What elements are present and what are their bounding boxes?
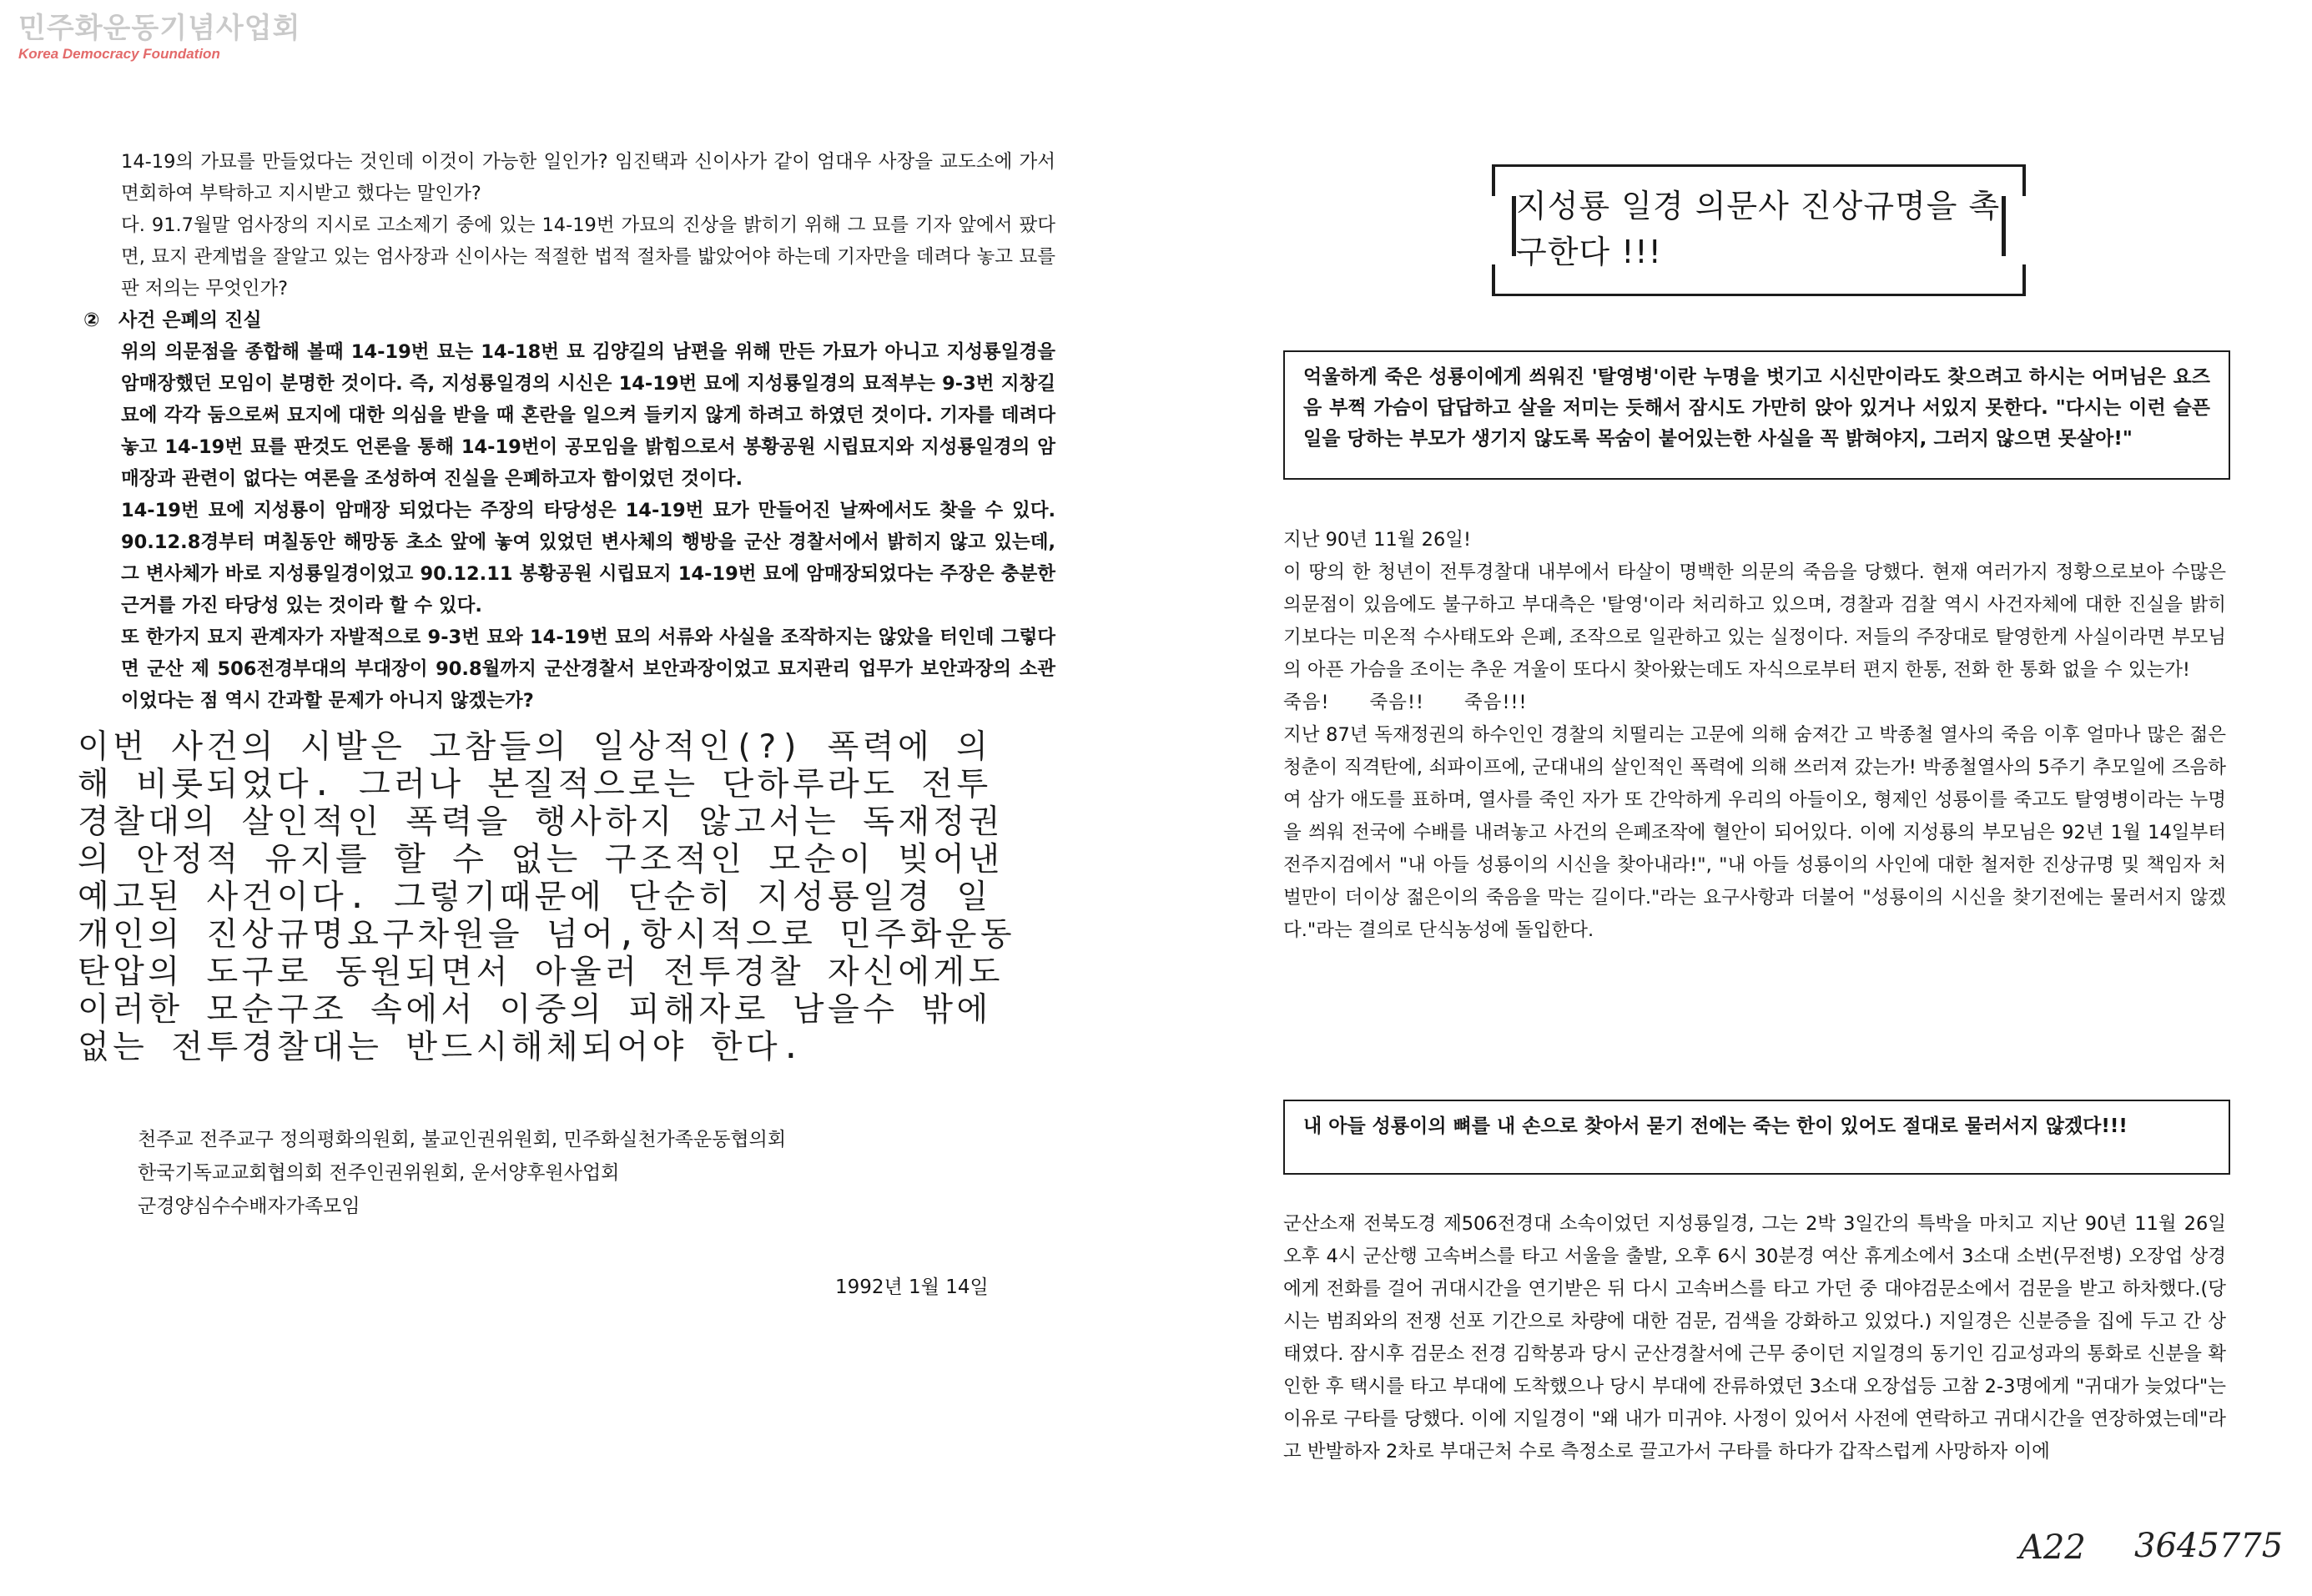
section-title: 사건 은폐의 진실 — [118, 310, 262, 331]
title-frame-right-bottom — [2022, 264, 2026, 296]
mother-quote-box: 억울하게 죽은 성룡이에게 씌워진 '탈영병'이란 누명을 벗기고 시신만이라도 찾으려고 하시는 어머님은 요즈음 부쩍 가슴이 답답하고 살을 저미는 듯해서 잠시도 가만히 앉아 있거나 서있지 못한다. "다시는 이런 슬픈 일을 당하는 부모가 생기지 않도록 목숨이 붙어있는한 사실을 꼭 밝혀야지, 그러지 않으면 못살아!" — [1283, 350, 2230, 480]
right-paragraph-3: 군산소재 전북도경 제506전경대 소속이었던 지성룡일경, 그는 2박 3일간의 특박을 마치고 지난 90년 11월 26일 오후 4시 군산행 고속버스를 타고 서울을 출발, 오후 6시 30분경 여산 휴게소에서 3소대 소번(무전병) 오장업 상경에게 전화를 걸어 귀대시간을 연기받은 뒤 다시 고속버스를 타고 가던 중 대야검문소에서 검문을 받고 하차했다.(당시는 범죄와의 전쟁 선포 기간으로 차량에 대한 검문, 검색을 강화하고 있었다.) 지일경은 신분증을 집에 두고 간 상태였다. 잠시후 검문소 전경 김학봉과 당시 군산경찰서에 근무 중이던 지일경의 동기인 김교성과의 통화로 신분을 확인한 후 택시를 타고 부대에 도착했으나 당시 부대에 잔류하였던 3소대 오장섭등 고참 2-3명에게 "귀대가 늦었다"는 이유로 구타를 당했다. 이에 지일경이 "왜 내가 미귀야. 사정이 있어서 사전에 연락하고 귀대시간을 연장하였는데"라고 반발하자 2차로 부대근처 수로 측정소로 끌고가서 구타를 하다가 갑작스럽게 사망하자 이에 — [1283, 1213, 2226, 1463]
handwritten-code: A22 — [2019, 1528, 2086, 1567]
right-body-1 — [1283, 524, 2226, 947]
organizations — [138, 1123, 1055, 1223]
handwritten-number: 3645775 — [2134, 1527, 2284, 1565]
title-frame-left-bottom — [1492, 264, 1495, 296]
shout-3: 죽음!!! — [1464, 692, 1528, 713]
shout-1: 죽음! — [1283, 692, 1330, 713]
section-cover-up — [83, 305, 1055, 717]
page-title: 지성룡 일경 의문사 진상규명을 촉구한다 !!! — [1512, 196, 2006, 256]
title-frame-bottom — [1492, 294, 2026, 296]
document-date: 1992년 1월 14일 — [835, 1276, 989, 1298]
death-exclamations — [1283, 687, 2226, 719]
section-heading — [83, 305, 1018, 336]
section-paragraph-3: 또 한가지 묘지 관계자가 자발적으로 9-3번 묘와 14-19번 묘의 서류와 사실을 조작하지는 않았을 터인데 그렇다면 군산 제 506전경부대의 부대장이 90.8월까지 군산경찰서 보안과장이었고 묘지관리 업무가 보안과장의 소관이었다는 점 역시 간과할 문제가 아니지 않겠는가? — [121, 627, 1055, 712]
title-frame-top — [1492, 164, 2026, 167]
right-paragraph-2: 지난 87년 독재정권의 하수인인 경찰의 치떨리는 고문에 의해 숨져간 고 박종철 열사의 죽음 이후 얼마나 많은 젊은 청춘이 직격탄에, 쇠파이프에, 군대내의 살인적인 폭력에 의해 쓰러져 갔는가! 박종철열사의 5주기 추모일에 즈음하여 삼가 애도를 표하며, 열사를 죽인 자가 또 간악하게 우리의 아들이오, 형제인 성룡이를 죽고도 탈영병이라는 누명을 씌워 전국에 수배를 내려놓고 사건의 은폐조작에 혈안이 되어있다. 이에 지성룡의 부모님은 92년 1월 14일부터 전주지검에서 "내 아들 성룡이의 시신을 찾아내라!", "내 아들 성룡이의 사인에 대한 철저한 진상규명 및 책임자 처벌만이 더이상 젊은이의 죽음을 막는 길이다."라는 요구사항과 더불어 "성룡이의 시신을 찾기전에는 물러서지 않겠다."라는 결의로 단식농성에 돌입한다. — [1283, 724, 2226, 941]
title-frame-right-top — [2022, 164, 2026, 196]
watermark — [18, 12, 300, 63]
section-number: ② — [83, 310, 100, 331]
org-line-2: 한국기독교교회협의회 전주인권위원회, 운서양후원사업회 — [138, 1162, 620, 1184]
intro-paragraph: 14-19의 가묘를 만들었다는 것인데 이것이 가능한 일인가? 임진택과 신이사가 같이 엄대우 사장을 교도소에 가서 면회하여 부탁하고 지시받고 했다는 말인가? — [121, 151, 1055, 204]
title-box — [1492, 164, 2026, 296]
title-frame-left-top — [1492, 164, 1495, 196]
main-statement: 이번 사건의 시발은 고참들의 일상적인(?) 폭력에 의해 비롯되었다. 그러나 본질적으로는 단하루라도 전투경찰대의 살인적인 폭력을 행사하지 않고서는 독재정권의 안정적 유지를 할 수 없는 구조적인 모순이 빚어낸 예고된 사건이다. 그렇기때문에 단순히 지성룡일경 일개인의 진상규명요구차원을 넘어,항시적으로 민주화운동탄압의 도구로 동원되면서 아울러 전투경찰 자신에게도 이러한 모순구조 속에서 이중의 피해자로 남을수 밖에 없는 전투경찰대는 반드시해체되어야 한다. — [78, 728, 1016, 1066]
watermark-english: Korea Democracy Foundation — [18, 46, 220, 62]
watermark-korean: 민주화운동기념사업회 — [18, 12, 301, 45]
paragraph-da: 다. 91.7월말 엄사장의 지시로 고소제기 중에 있는 14-19번 가묘의 진상을 밝히기 위해 그 묘를 기자 앞에서 팠다면, 묘지 관계법을 잘알고 있는 엄사장과 신이사는 적절한 법적 절차를 밟았어야 하는데 기자만을 데려다 놓고 묘를 판 저의는 무엇인가? — [121, 214, 1055, 300]
org-line-1: 천주교 전주교구 정의평화의원회, 불교인권위원회, 민주화실천가족운동협의회 — [138, 1129, 787, 1150]
right-paragraph-1: 이 땅의 한 청년이 전투경찰대 내부에서 타살이 명백한 의문의 죽음을 당했다. 현재 여러가지 정황으로보아 수많은 의문점이 있음에도 불구하고 부대측은 '탈영'이라 처리하고 있으며, 경찰과 검찰 역시 사건자체에 대한 진실을 밝히기보다는 미온적 수사태도와 은폐, 조작으로 일관하고 있는 실정이다. 저들의 주장대로 탈영한게 사실이라면 부모님의 아픈 가슴을 조이는 추운 겨울이 또다시 찾아왔는데도 자식으로부터 편지 한통, 전화 한 통화 없을 수 있는가! — [1283, 561, 2226, 681]
shout-2: 죽음!! — [1369, 692, 1425, 713]
left-page — [78, 146, 1055, 1299]
org-line-3: 군경양심수수배자가족모임 — [138, 1196, 360, 1217]
section-paragraph-2: 14-19번 묘에 지성룡이 암매장 되었다는 주장의 타당성은 14-19번 묘가 만들어진 날짜에서도 찾을 수 있다. 90.12.8경부터 며칠동안 해망동 초소 앞에 놓여 있었던 변사체의 행방을 군산 경찰서에서 밝히지 않고 있는데, 그 변사체가 바로 지성룡일경이었고 90.12.11 봉황공원 시립묘지 14-19번 묘에 암매장되었다는 주장은 충분한 근거를 가진 타당성 있는 것이라 할 수 있다. — [121, 500, 1055, 617]
date-line: 지난 90년 11월 26일! — [1283, 529, 1472, 551]
resolution-box: 내 아들 성룡이의 뼈를 내 손으로 찾아서 묻기 전에는 죽는 한이 있어도 절대로 물러서지 않겠다!!! — [1283, 1100, 2230, 1175]
section-paragraph-1: 위의 의문점을 종합해 볼때 14-19번 묘는 14-18번 묘 김양길의 남편을 위해 만든 가묘가 아니고 지성룡일경을 암매장했던 모임이 분명한 것이다. 즉, 지성룡일경의 시신은 14-19번 묘에 지성룡일경의 묘적부는 9-3번 지창길 묘에 각각 둠으로써 묘지에 대한 의심을 받을 때 혼란을 일으켜 들키지 않게 하려고 하였던 것이다. 기자를 데려다 놓고 14-19번 묘를 판것도 언론을 통해 14-19번이 공모임을 밝힘으로서 봉황공원 시립묘지와 지성룡일경의 암매장과 관련이 없다는 여론을 조성하여 진실을 은폐하고자 함이었던 것이다. — [121, 341, 1055, 490]
right-body-2 — [1283, 1208, 2226, 1468]
